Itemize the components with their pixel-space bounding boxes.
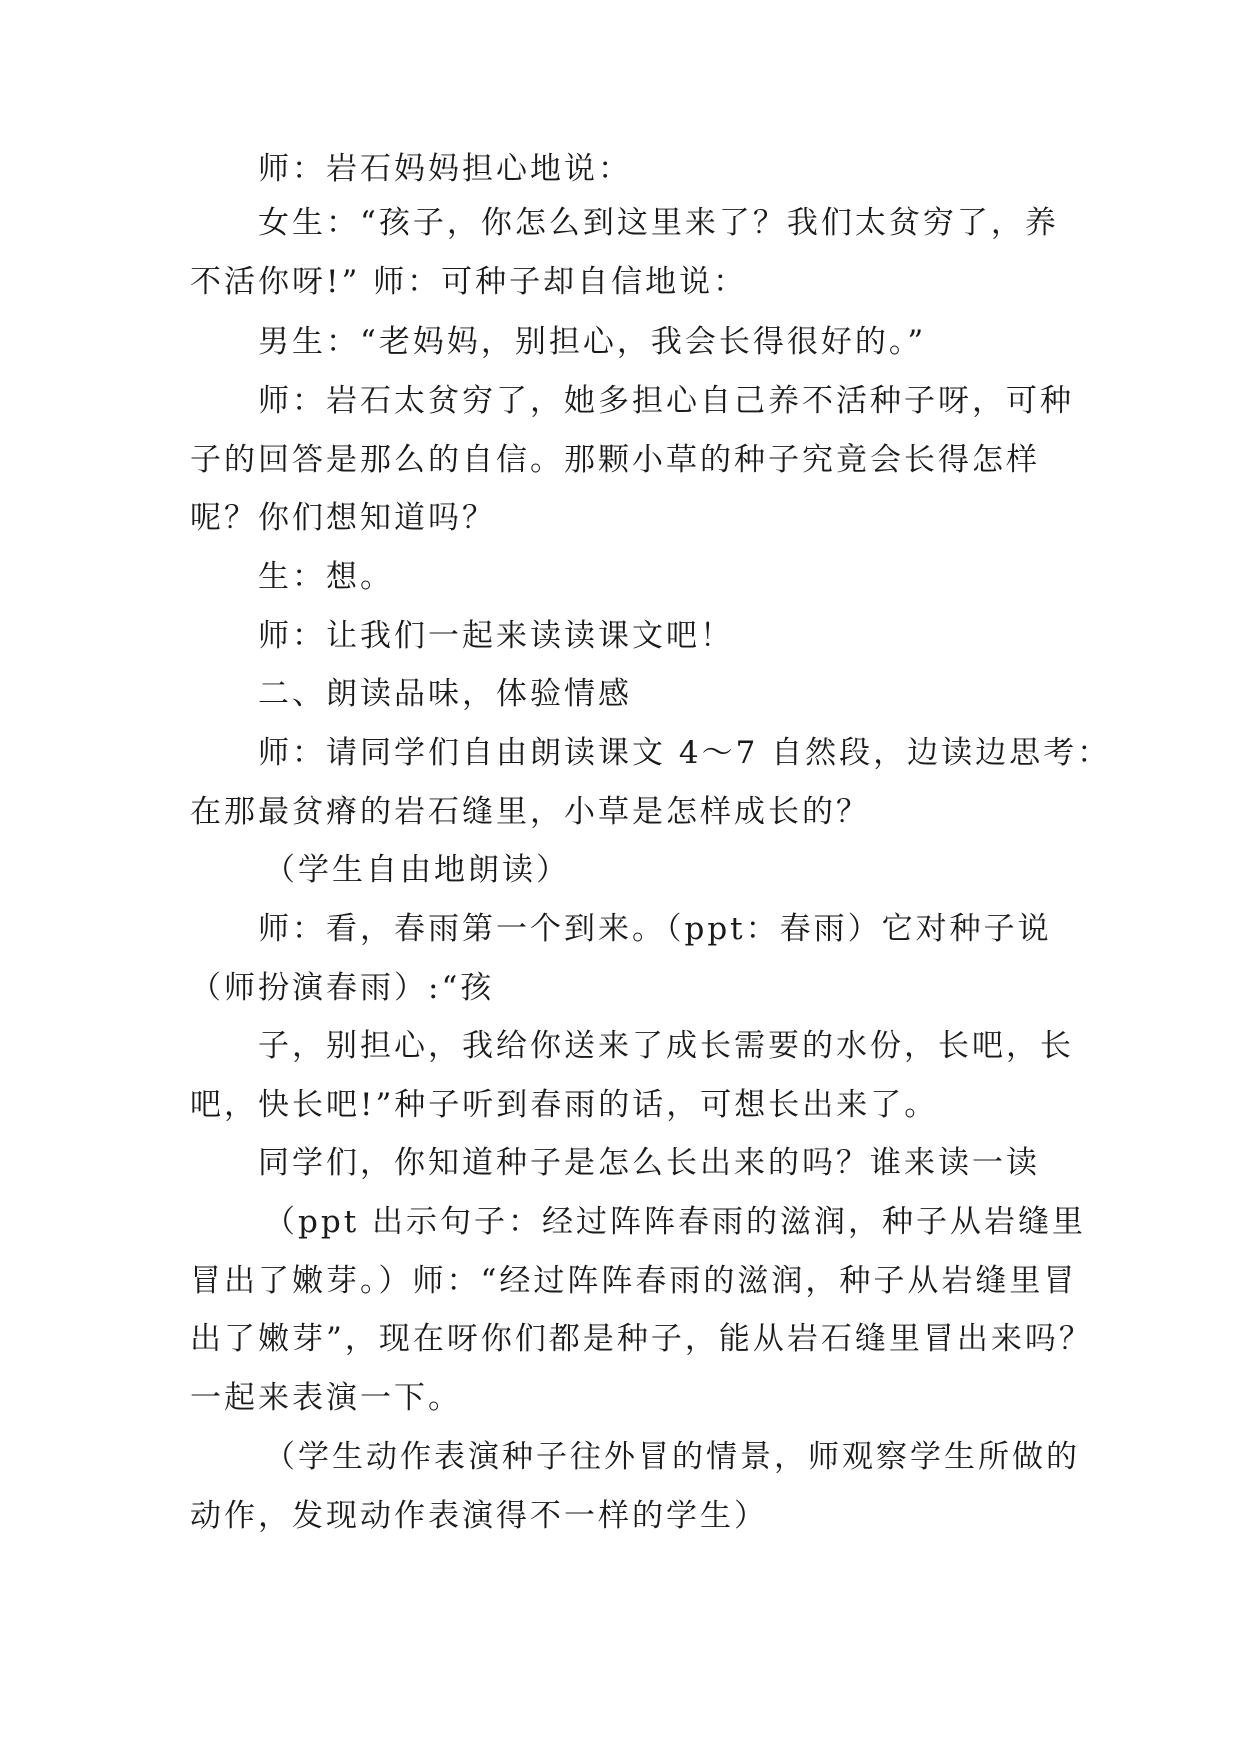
text-line: 生：想。 [258, 559, 394, 595]
paragraph [190, 607, 1070, 666]
paragraph [190, 194, 1070, 311]
paragraph [190, 372, 1074, 548]
paragraph [190, 1428, 1080, 1545]
paragraph [190, 313, 1070, 372]
text-line: 冒出了嫩芽。）师：“经过阵阵春雨的滋润，种子从岩缝里冒 [190, 1262, 1078, 1299]
text-line: 动作，发现动作表演得不一样的学生） [190, 1497, 768, 1534]
text-line: 二、朗读品味，体验情感 [258, 676, 632, 712]
text-line: 师：请同学们自由朗读课文 4～7 自然段，边读边思考： [258, 735, 1112, 771]
text-line: （学生动作表演种子往外冒的情景，师观察学生所做的 [264, 1439, 1080, 1475]
text-line: 男生：“老妈妈，别担心，我会长得很好的。” [258, 324, 927, 360]
text-line: 子，别担心，我给你送来了成长需要的水份，长吧，长 [258, 1028, 1074, 1064]
text-line: 一起来表演一下。 [190, 1379, 462, 1416]
text-line: 在那最贫瘠的岩石缝里，小草是怎样成长的？ [190, 793, 870, 830]
paragraph [190, 841, 1070, 900]
text-line: 同学们，你知道种子是怎么长出来的吗？谁来读一读 [258, 1145, 1040, 1181]
text-line: 师：岩石妈妈担心地说： [258, 151, 632, 187]
section-heading [190, 665, 1070, 724]
paragraph [190, 1193, 1093, 1427]
text-line: 师：岩石太贫穷了，她多担心自己养不活种子呀，可种 [258, 383, 1074, 419]
paragraph [190, 1134, 1070, 1193]
text-line: 不活你呀!” 师：可种子却自信地说： [190, 263, 748, 300]
text-line: （学生自由地朗读） [264, 852, 570, 888]
text-line: 女生：“孩子，你怎么到这里来了？我们太贫穷了，养 [258, 205, 1059, 241]
paragraph [190, 548, 1070, 607]
text-line: 呢？你们想知道吗？ [190, 500, 496, 536]
paragraph [190, 1017, 1074, 1134]
text-line: 吧，快长吧!”种子听到春雨的话，可想长出来了。 [190, 1086, 939, 1123]
paragraph [190, 140, 1070, 199]
text-line: （ppt 出示句子：经过阵阵春雨的滋润，种子从岩缝里 [264, 1204, 1086, 1240]
paragraph [190, 900, 1070, 1017]
text-line: （师扮演春雨）:“孩 [190, 969, 495, 1006]
text-line: 师：看，春雨第一个到来。（ppt：春雨）它对种子说 [258, 911, 1052, 947]
text-line: 出了嫩芽”，现在呀你们都是种子，能从岩石缝里冒出来吗？ [190, 1321, 1093, 1357]
text-line: 子的回答是那么的自信。那颗小草的种子究竟会长得怎样 [190, 441, 1040, 478]
paragraph [190, 724, 1112, 841]
text-line: 师：让我们一起来读读课文吧！ [258, 618, 734, 654]
